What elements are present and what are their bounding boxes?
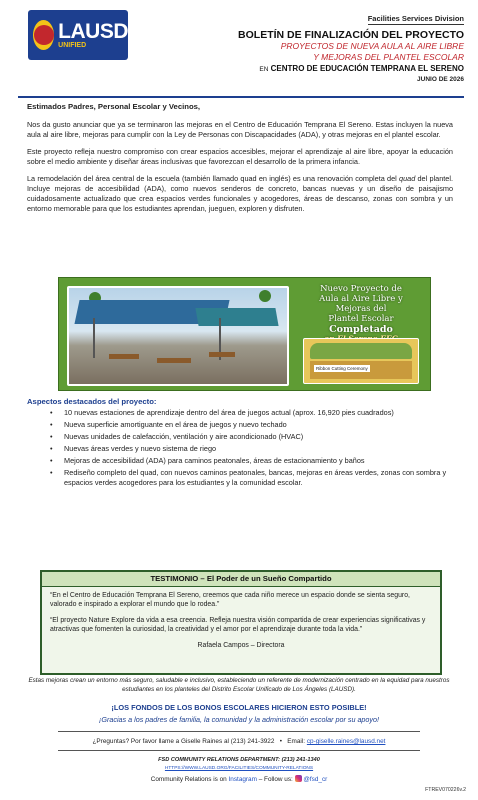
paragraph-3 [27,174,453,214]
caption-line-2: Aula al Aire Libre y [319,294,403,305]
division-label: Facilities Services Division [367,14,464,23]
contact-line: ¿Preguntas? Por favor llame a Giselle Raines al (213) 241-3922 • Email: cp-giselle.raines@lausd.net [92,738,386,745]
highlight-item: • 10 nuevas estaciones de aprendizaje dentro del área de juegos actual (aprox. 16,920 pies cuadrados) [50,408,450,418]
footer-divider [58,731,420,732]
issue-date: JUNIO DE 2026 [417,76,464,84]
highlight-item: • Nuevas unidades de calefacción, ventilación y aire acondicionado (HVAC) [50,432,450,442]
ribbon-sign: Ribbon Cutting Ceremony [316,366,368,371]
document-code: FTREV070226v.2 [425,787,466,793]
intro-text [27,102,453,221]
community-relations-link[interactable]: HTTPS://WWW.LAUSD.ORG/FACILITIES/COMMUNITY-RELATIONS [164,766,314,771]
page-title: BOLETÍN DE FINALIZACIÓN DEL PROYECTO [238,29,464,41]
paragraph-1: Nos da gusto anunciar que ya se terminaron las mejoras en el Centro de Educación Temprana El Sereno. Estas incluyen la nueva aula al aire libre, mejoras para cumplir con la Ley de Personas con Discapacidades (ADA), y otras mejoras en el plantel escolar. [27,119,453,139]
caption-completed: Completado [329,324,393,336]
paragraph-3-start: La remodelación del área central de la escuela (también llamado quad en inglés) es una renovación completa del [27,173,400,183]
highlight-item: • Rediseño completo del quad, con nuevos caminos peatonales, bancas, mejoras en áreas verdes, zonas con sombra y espacios verdes acogedores para los estudiantes y la comunidad escolar. [50,468,450,488]
social-text: Community Relations is on [150,776,227,783]
bond-funding-callout: ¡LOS FONDOS DE LOS BONOS ESCOLARES HICIERON ESTO POSIBLE! [111,703,367,712]
highlights-list [50,408,450,490]
highlights-title: Aspectos destacados del proyecto: [27,397,157,406]
subtitle-line-1: PROYECTOS DE NUEVA AULA AL AIRE LIBRE [280,41,464,51]
email-label: Email: [287,738,306,745]
thank-you-line: ¡Gracias a los padres de familia, la comunidad y la administración escolar por su apoyo! [98,715,380,724]
paragraph-3-end: del plantel. Incluye mejoras de accesibilidad (ADA), como nuevos senderos de concreto, bancas nuevas y un diseño de paisajismo cuidadosamente actualizado que crea espacios verdes funcionales y acogedores, áreas de descanso, zonas con sombra y un entorno memorable para que los estudiantes aprendan, jueguen, exploren y disfruten. [27,173,453,214]
footer-divider-2 [58,750,420,751]
header-divider [18,96,464,98]
greeting: Estimados Padres, Personal Escolar y Vecinos, [27,102,201,111]
photo-caption [295,284,427,344]
highlight-item: • Mejoras de accesibilidad (ADA) para caminos peatonales, áreas de estacionamiento y baños [50,456,450,466]
instagram-link[interactable]: Instagram [228,776,257,783]
subtitle-line-2: Y MEJORAS DEL PLANTEL ESCOLAR [313,51,464,62]
caption-line-1: Nuevo Proyecto de [320,284,402,294]
paragraph-2: Este proyecto refleja nuestro compromiso con crear espacios accesibles, mejorar el aprendizaje al aire libre, apoyar la educación sobre el medio ambiente y diseñar áreas inclusivas que favorezcan el desarrollo de la primera infancia. [27,146,453,166]
caption-line-3: Mejoras del [335,304,387,315]
ribbon-cutting-photo [303,338,419,384]
testimonial-quote-2: “El proyecto Nature Explore da vida a esa creencia. Refleja nuestra visión compartida de crear experiencias significativas y atractivas que fomenten la curiosidad, la creatividad y el amor por el aprendizaje durante toda la vida.” [50,616,426,634]
social-line [20,775,458,783]
department-phone: FSD COMMUNITY RELATIONS DEPARTMENT: (213) 241-1340 [158,757,320,763]
district-seal-icon [33,20,54,50]
email-link[interactable]: cp-giselle.raines@lausd.net [306,738,386,745]
instagram-icon [295,775,302,782]
location-prefix: EN [259,66,269,74]
logo-wordmark: LAUSD [58,20,128,43]
location-line [154,64,464,73]
project-photo-banner [58,277,431,391]
highlight-item: • Nueva superficie amortiguante en el área de juegos y nuevo techado [50,420,450,430]
lausd-logo [28,10,128,60]
social-follow: – Follow us: [258,776,293,783]
contact-text: ¿Preguntas? Por favor llame a Giselle Raines al (213) 241-3922 [92,738,275,745]
testimonial-quote-1: “En el Centro de Educación Temprana El Sereno, creemos que cada niño merece un espacio donde se sienta seguro, valorado e inspirado a explorar el mundo que lo rodea.” [50,592,410,609]
outdoor-classroom-photo [67,286,289,386]
caption-line-4: Plantel Escolar [328,314,394,325]
quad-term: quad [399,173,416,183]
highlight-item: • Nuevas áreas verdes y nuevo sistema de riego [50,444,450,454]
testimonial-signature: Rafaela Campos – Directora [197,641,285,649]
testimonial-heading: TESTIMONIO – El Poder de un Sueño Compartido [42,572,440,587]
closing-statement: Estas mejoras crean un entorno más seguro, saludable e inclusivo, estableciendo un referente de modernización centrado en la equidad para nuestros estudiantes en los planteles del Distrito Escolar Unificado de Los Ángeles (LAUSD). [28,677,450,693]
header [154,8,464,83]
logo-subtext: UNIFIED [58,42,87,49]
location-name: CENTRO DE EDUCACIÓN TEMPRANA EL SERENO [270,64,464,74]
instagram-handle[interactable]: @fsd_cr [303,776,328,783]
testimonial-box [40,570,442,675]
